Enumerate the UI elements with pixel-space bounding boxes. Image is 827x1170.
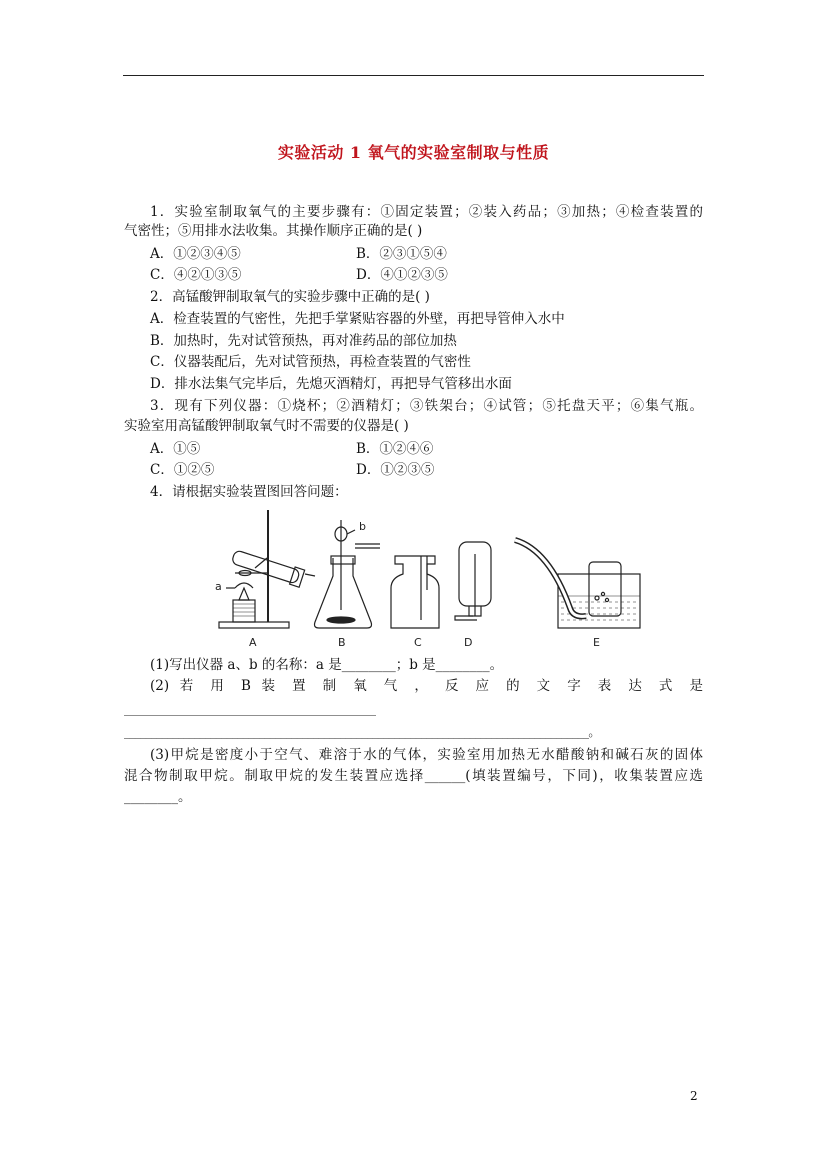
label-b: b [359,520,366,533]
q2-option-a: A．检查装置的气密性，先把手掌紧贴容器的外壁，再把导管伸入水中 [150,311,565,327]
apparatus-figure [205,500,655,652]
q4-part3-line3: ________。 [124,789,192,805]
q1-option-b: B．②③①⑤④ [356,246,447,262]
q2-stem: 2．高锰酸钾制取氧气的实验步骤中正确的是( ) [150,289,430,305]
q1-option-c: C．④②①③⑤ [150,267,242,283]
q3-option-d: D．①②③⑤ [356,462,435,478]
apparatus-b [315,520,381,628]
q3-option-b: B．①②④⑥ [356,441,434,457]
q3-stem-line2: 实验室用高锰酸钾制取氧气时不需要的仪器是( ) [124,418,409,434]
figure-label-c: C [414,636,422,649]
q2-option-b: B．加热时，先对试管预热，再对准药品的部位加热 [150,333,457,349]
q4-stem: 4．请根据实验装置图回答问题： [150,484,348,500]
q4-part2-blank1: __________________________________________ [124,702,376,716]
q3-stem-line1: 3．现有下列仪器：①烧杯；②酒精灯；③铁架台；④试管；⑤托盘天平；⑥集气瓶。 [150,398,703,414]
q2-option-d: D．排水法集气完毕后，先熄灭酒精灯，再把导气管移出水面 [150,376,512,392]
figure-label-a: A [249,636,257,649]
page-number: 2 [690,1089,698,1103]
label-a: a [215,580,222,593]
apparatus-a [219,510,315,628]
apparatus-c [391,556,439,628]
q4-part1: (1)写出仪器 a、b 的名称：a 是________；b 是________。 [150,657,504,673]
header-rule [123,75,704,76]
q4-part2-line1: (2) 若 用 B 装 置 制 氧 气 ， 反 应 的 文 字 表 达 式 是 [150,678,703,694]
apparatus-d [455,542,491,620]
q3-option-a: A．①⑤ [150,441,201,457]
figure-label-e: E [593,636,600,649]
q1-stem-line2: 气密性；⑤用排水法收集。其操作顺序正确的是( ) [124,223,423,239]
q4-part3-line2: 混合物制取甲烷。制取甲烷的发生装置应选择______(填装置编号，下同)，收集装置应选 [124,768,703,784]
q1-option-a: A．①②③④⑤ [150,246,241,262]
figure-label-d: D [464,636,473,649]
q1-option-d: D．④①②③⑤ [356,267,448,283]
page-title: 实验活动 1 氧气的实验室制取与性质 [277,143,550,162]
q2-option-c: C．仪器装配后，先对试管预热，再检查装置的气密性 [150,354,471,370]
q4-part3-line1: (3)甲烷是密度小于空气、难溶于水的气体，实验室用加热无水醋酸钠和碱石灰的固体 [150,747,703,763]
apparatus-e [515,540,640,628]
q1-stem-line1: 1．实验室制取氧气的主要步骤有：①固定装置；②装入药品；③加热；④检查装置的 [150,204,703,220]
figure-label-b: B [338,636,346,649]
q3-option-c: C．①②⑤ [150,462,215,478]
q4-part2-blank2: ______________________________________________________________________________________。 [124,725,600,739]
